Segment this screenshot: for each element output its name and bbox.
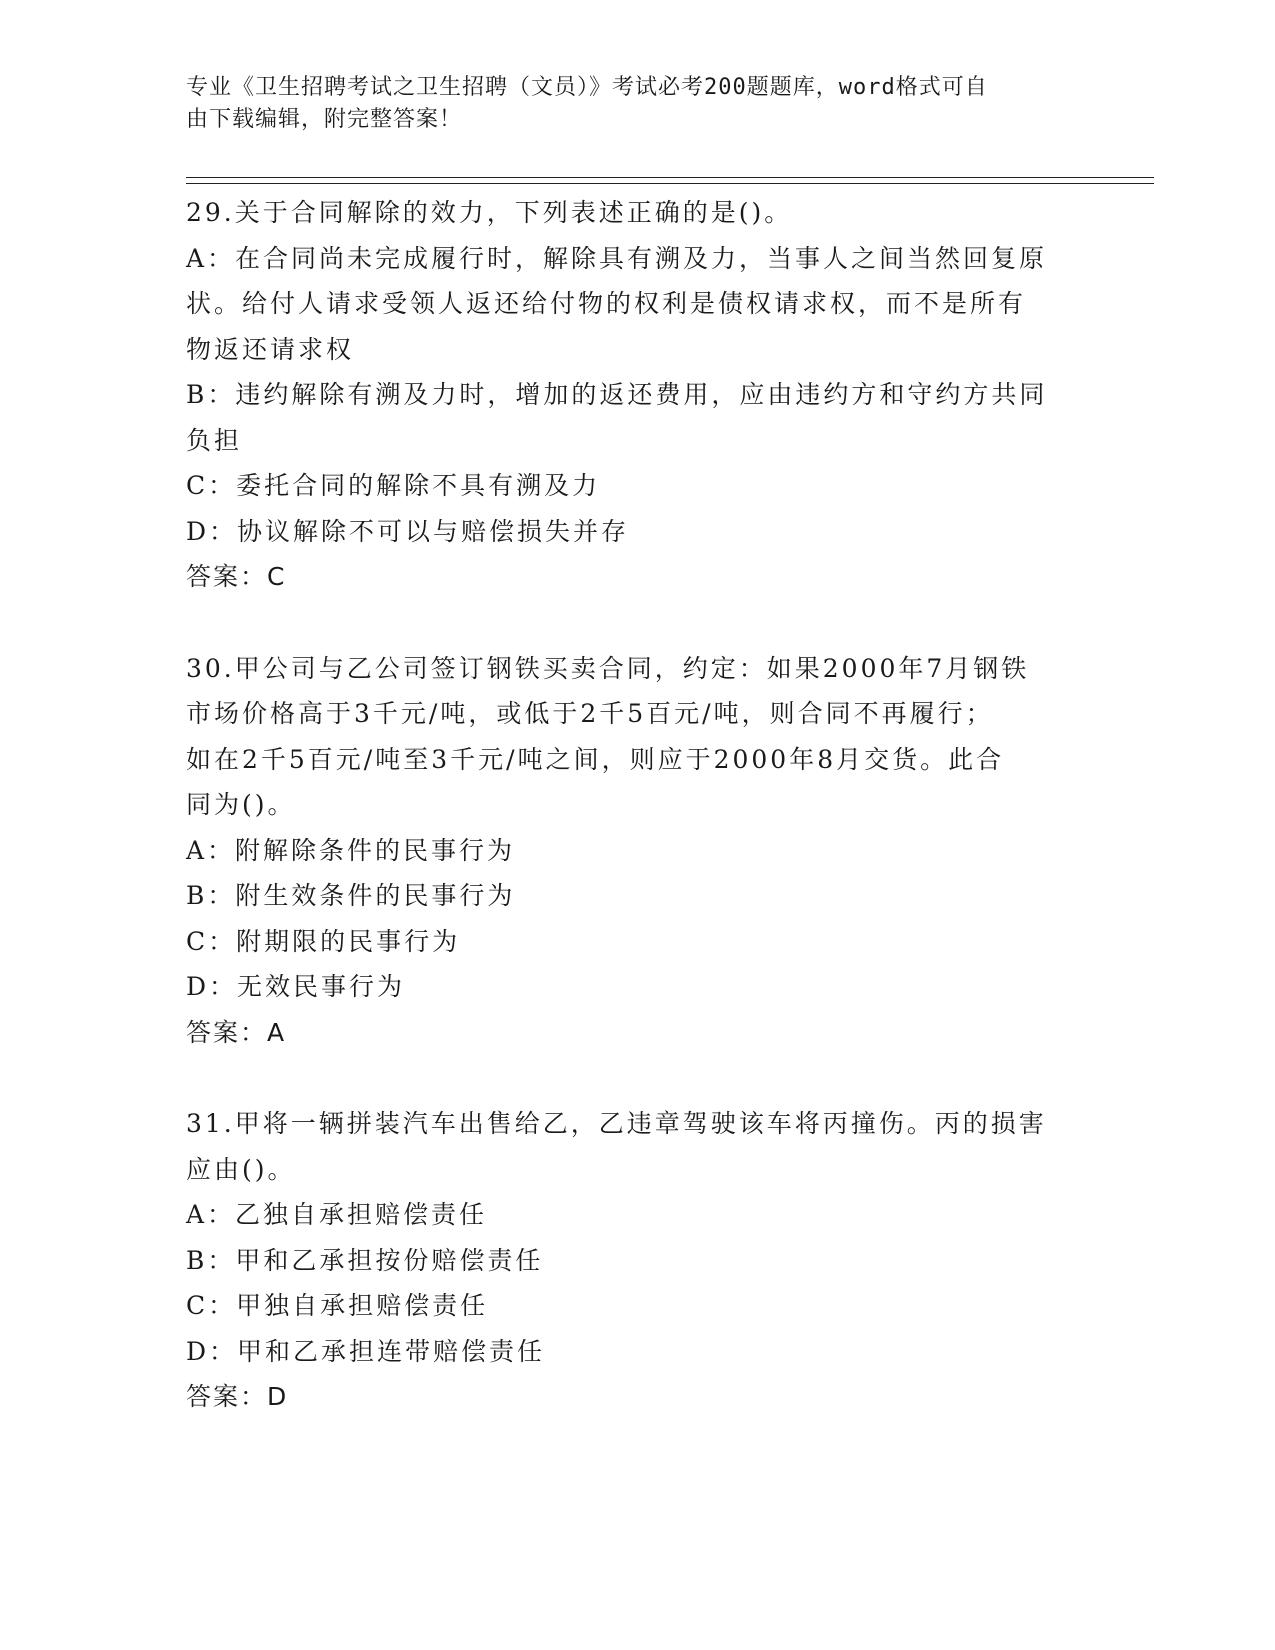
question-block [186, 646, 1086, 1056]
question-block [186, 190, 1086, 600]
header-line-1: 专业《卫生招聘考试之卫生招聘（文员）》考试必考200题题库，word格式可自 [186, 75, 988, 100]
question-stem: 应由()。 [186, 1154, 296, 1184]
answer-line: 答案：A [186, 1017, 287, 1047]
question-stem: 市场价格高于3千元/吨，或低于2千5百元/吨，则合同不再履行； [186, 699, 994, 728]
option-c: C：甲独自承担赔偿责任 [186, 1291, 489, 1320]
header-divider-top [186, 177, 1154, 178]
question-stem: 29.关于合同解除的效力，下列表述正确的是()。 [186, 198, 793, 227]
option-d: D：协议解除不可以与赔偿损失并存 [186, 516, 630, 546]
option-c: C：附期限的民事行为 [186, 926, 461, 956]
option-d: D：甲和乙承担连带赔偿责任 [186, 1336, 546, 1366]
answer-line: 答案：D [186, 1382, 289, 1411]
option-line: B：违约解除有溯及力时，增加的返还费用，应由违约方和守约方共同 [186, 380, 1048, 409]
question-stem: 31.甲将一辆拼装汽车出售给乙，乙违章驾驶该车将丙撞伤。丙的损害 [186, 1109, 1047, 1138]
option-b [186, 372, 1086, 463]
header-divider-bottom [186, 183, 1154, 184]
answer-line: 答案：C [186, 562, 287, 591]
question-block [186, 1101, 1086, 1420]
option-line: A：在合同尚未完成履行时，解除具有溯及力，当事人之间当然回复原 [186, 243, 1048, 273]
option-a [186, 236, 1086, 373]
option-b: B：附生效条件的民事行为 [186, 881, 516, 910]
option-line: 状。给付人请求受领人返还给付物的权利是债权请求权，而不是所有 [186, 289, 1027, 318]
header-line-2: 由下载编辑，附完整答案！ [186, 107, 463, 132]
question-stem: 30.甲公司与乙公司签订钢铁买卖合同，约定：如果2000年7月钢铁 [186, 653, 1030, 683]
option-a: A：乙独自承担赔偿责任 [186, 1200, 488, 1229]
option-line: 负担 [186, 425, 243, 455]
option-line: 物返还请求权 [186, 334, 355, 364]
option-d: D：无效民事行为 [186, 972, 406, 1001]
option-a: A：附解除条件的民事行为 [186, 835, 516, 865]
question-list [186, 190, 1086, 1420]
option-b: B：甲和乙承担按份赔偿责任 [186, 1245, 544, 1275]
document-header [186, 72, 1066, 136]
option-c: C：委托合同的解除不具有溯及力 [186, 471, 601, 500]
question-stem: 同为()。 [186, 790, 296, 819]
question-stem: 如在2千5百元/吨至3千元/吨之间，则应于2000年8月交货。此合 [186, 744, 1005, 774]
